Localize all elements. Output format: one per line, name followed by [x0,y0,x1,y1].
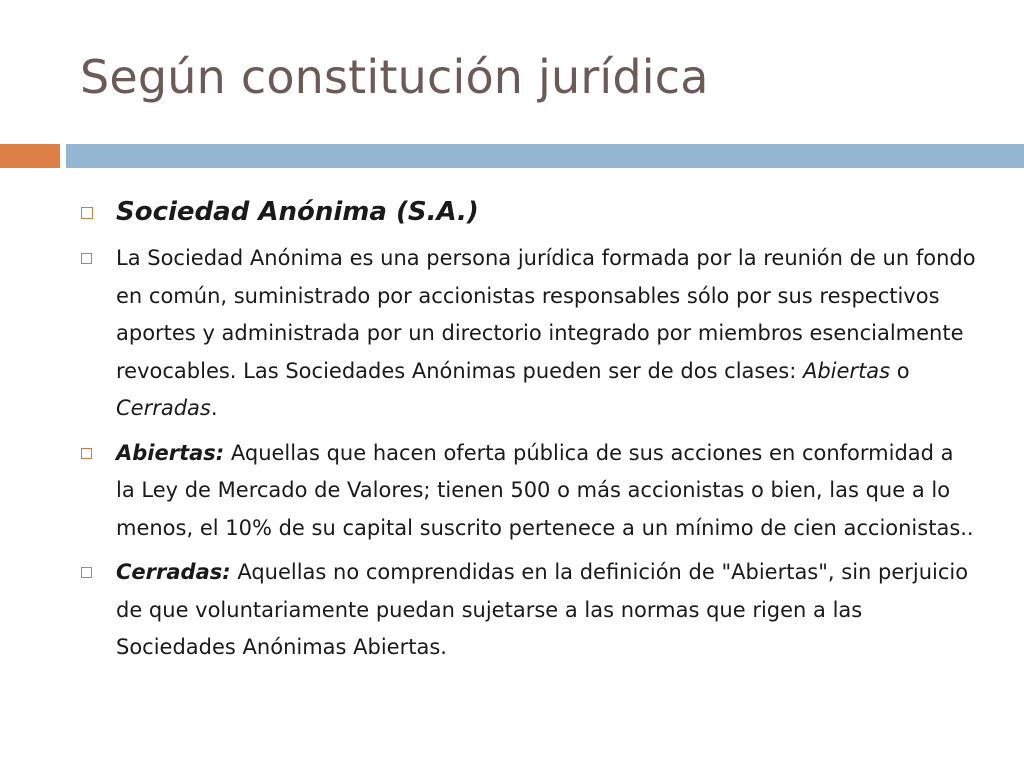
slide-title: Según constitución jurídica [80,50,709,104]
definition-text-3: . [210,396,218,420]
definition-term-abiertas: Abiertas [802,358,891,383]
bullet-cerradas [78,554,978,667]
square-bullet-icon [81,207,93,219]
bullet-abiertas [78,435,978,548]
square-bullet-icon [81,448,92,459]
abiertas-term: Abiertas: [116,440,225,465]
square-bullet-icon [81,567,92,578]
definition-text-2: o [890,358,910,383]
bullet-heading [78,192,978,232]
heading-text: Sociedad Anónima (S.A.) [116,197,479,227]
title-rule-bar [66,144,1024,168]
abiertas-text: Aquellas que hacen oferta pública de sus acciones en conformidad a la Ley de Mercado de Valores; tienen 500 o más accionistas o bien, las que a lo menos, el 10% de su capital suscrito pertenece a un mínimo de cien accionistas.. [116,440,974,540]
accent-bar [0,144,60,168]
definition-text-1: La Sociedad Anónima es una persona jurídica formada por la reunión de un fondo en común, suministrado por accionistas responsables sólo por sus respectivos aportes y administrada por un directorio integrado por miembros esencialmente revocables. Las Sociedades Anónimas pueden ser de dos clases: [116,246,976,383]
bullet-list [78,192,978,674]
bullet-definition [78,240,978,428]
square-bullet-icon [81,253,92,264]
cerradas-text: Aquellas no comprendidas en la definición de "Abiertas", sin perjuicio de que voluntariamente puedan sujetarse a las normas que rigen a las Sociedades Anónimas Abiertas. [116,560,969,659]
definition-term-cerradas: Cerradas [116,396,211,420]
cerradas-term: Cerradas: [116,560,231,584]
